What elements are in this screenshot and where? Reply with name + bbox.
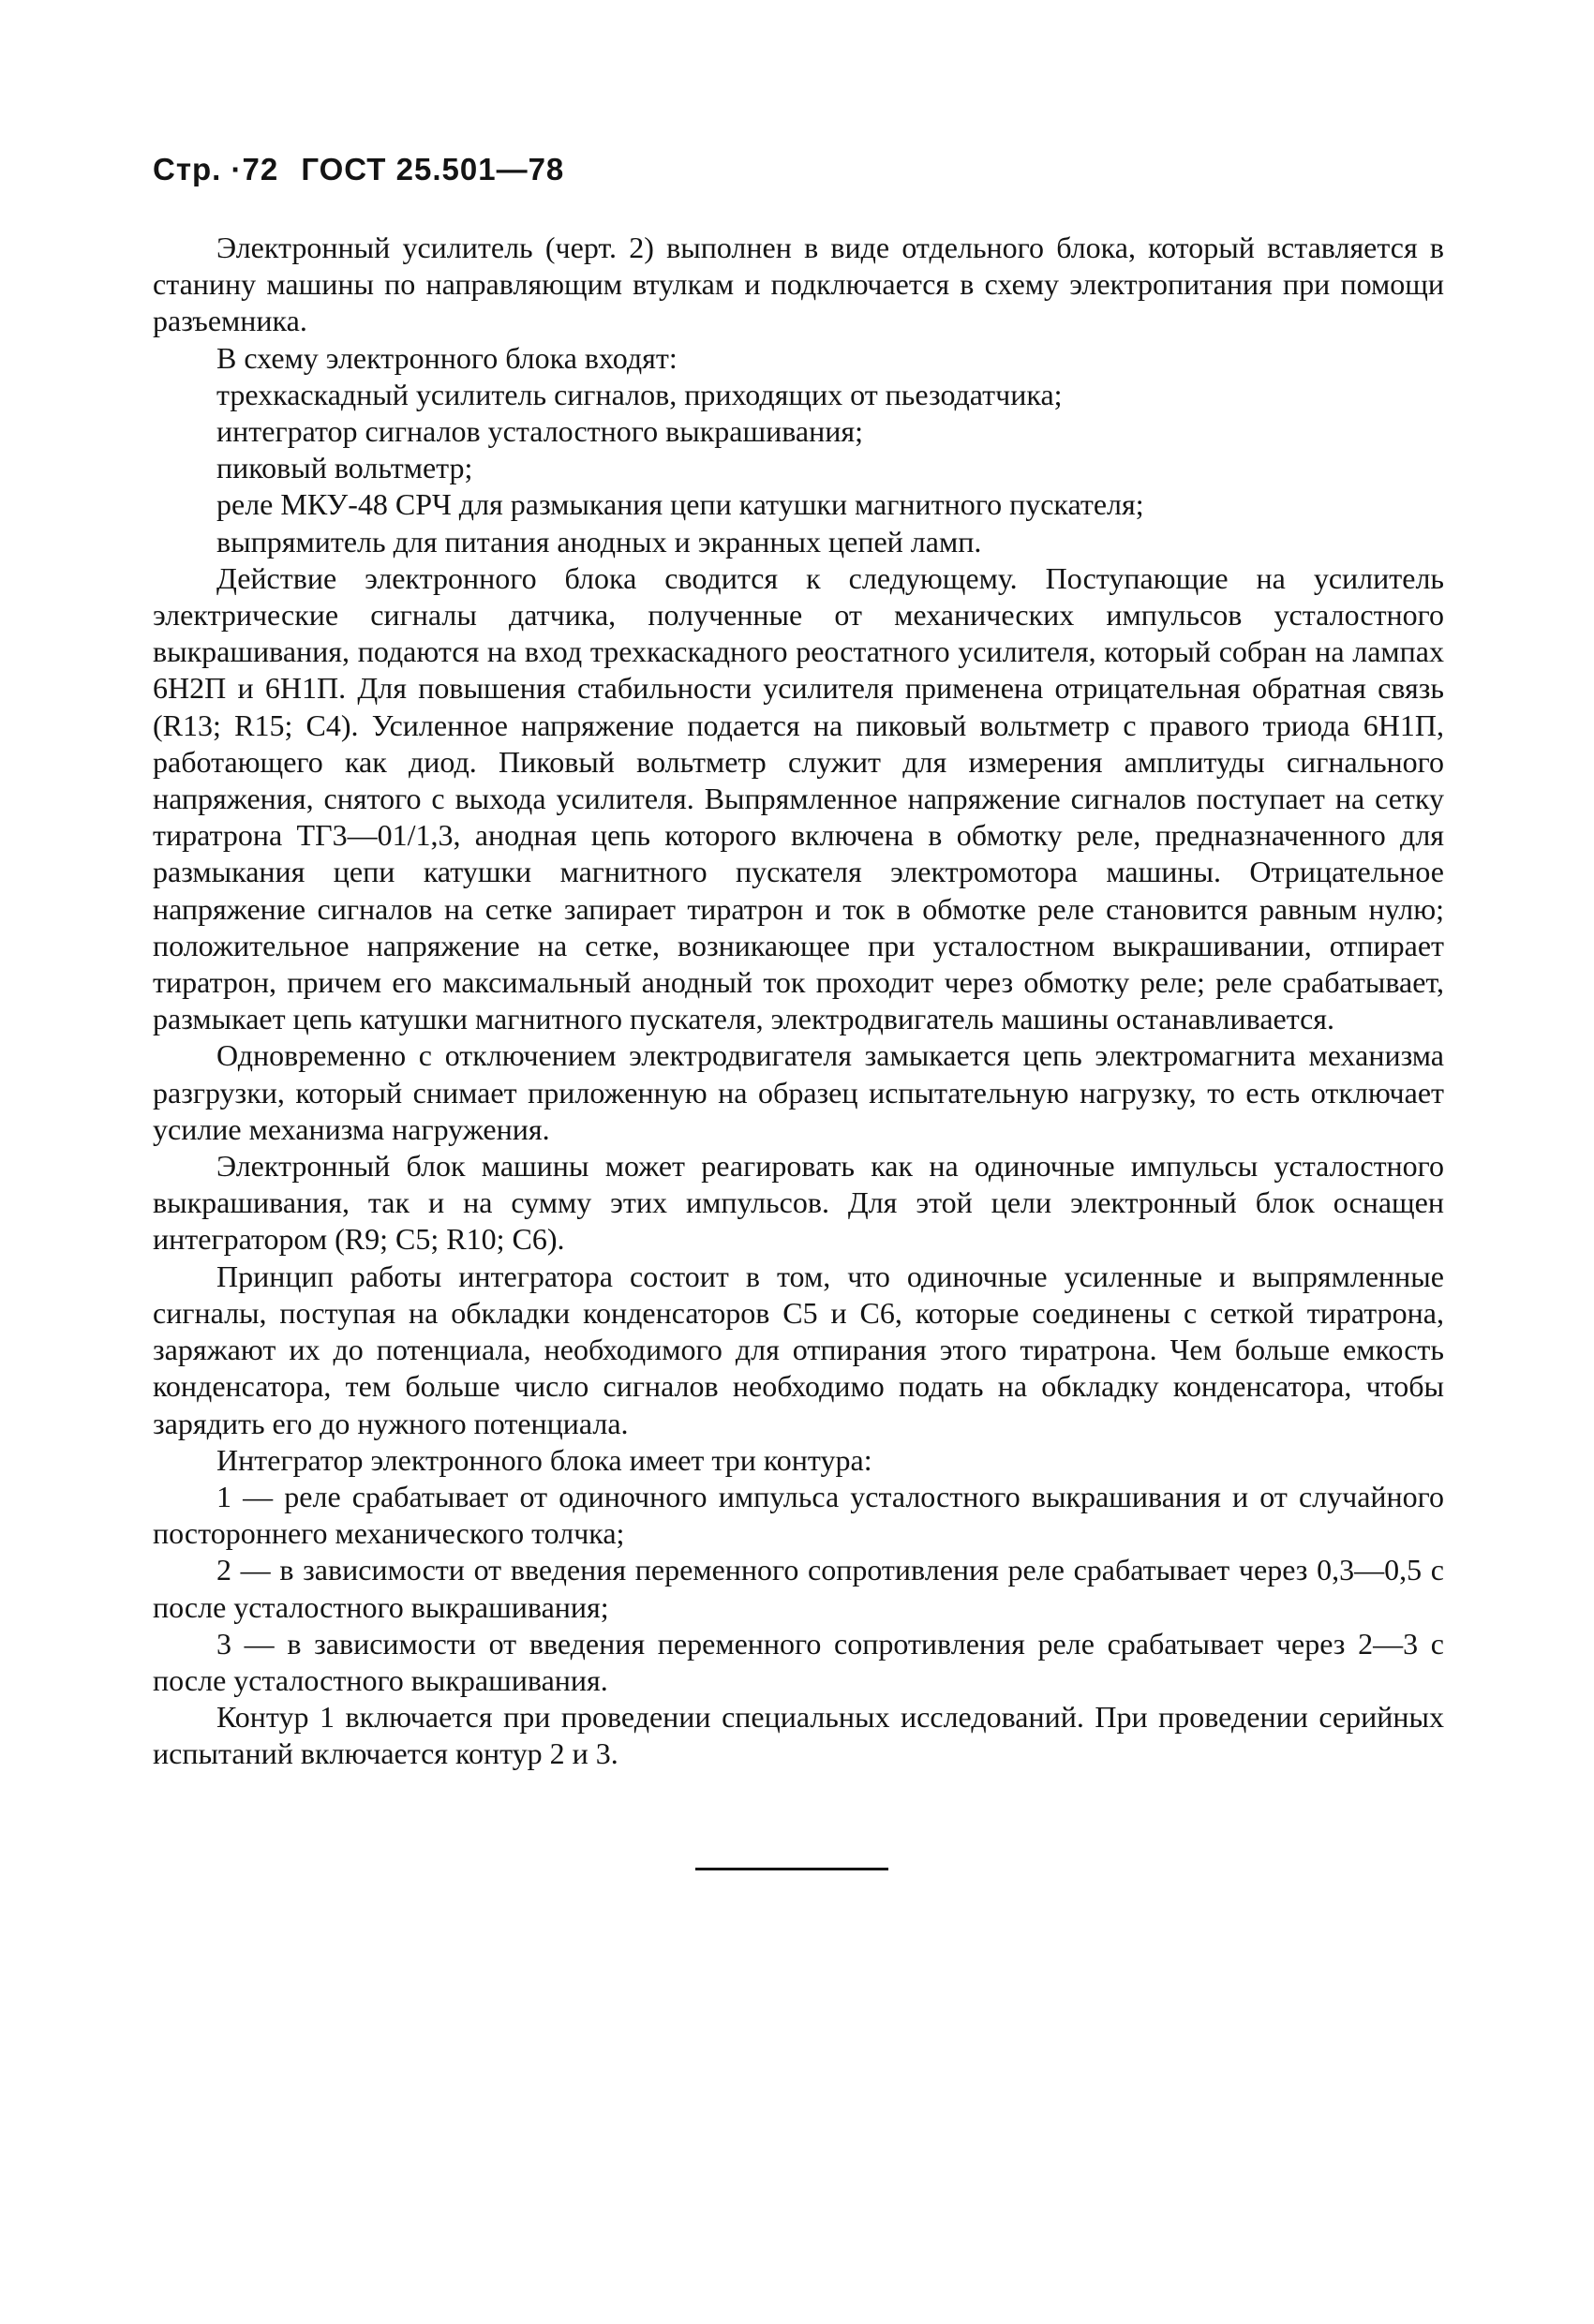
list-item-voltmeter: пиковый вольтметр; <box>216 451 473 485</box>
list-item-contour-2: 2 — в зависимости от введения переменного сопротивления реле срабатывает через 0,3—0,5 с после усталостного выкрашивания; <box>153 1553 1444 1624</box>
paragraph-intro: Электронный усилитель (черт. 2) выполнен в виде отдельного блока, который вставляется в станину машины по направляющим втулкам и подключается в схему электропитания при помощи разъемника. <box>153 231 1444 338</box>
paragraph-contours-heading: Интегратор электронного блока имеет три контура: <box>216 1442 872 1477</box>
paragraph-unloading: Одновременно с отключением электродвигателя замыкается цепь электромагнита механизма разгрузки, который снимает приложенную на образец испытательную нагрузку, то есть отключает усилие механизма нагружения. <box>153 1038 1444 1146</box>
paragraph-pulse-response: Электронный блок машины может реагировать как на одиночные импульсы усталостного выкрашивания, так и на сумму этих импульсов. Для этой цели электронный блок оснащен интегратором (R9; C5; R10; C6). <box>153 1149 1444 1257</box>
paragraph-integrator-principle: Принцип работы интегратора состоит в том, что одиночные усиленные и выпрямленные сигналы, поступая на обкладки конденсаторов C5 и C6, которые соединены с сеткой тиратрона, заряжают их до потенциала, необходимого для отпирания этого тиратрона. Чем больше емкость конденсатора, тем больше число сигналов необходимо подать на обкладку конденсатора, чтобы зарядить его до нужного потенциала. <box>153 1259 1444 1440</box>
page-header <box>153 152 577 187</box>
standard-designation: ГОСТ 25.501—78 <box>301 152 565 186</box>
end-rule <box>695 1868 888 1870</box>
list-item-integrator: интегратор сигналов усталостного выкрашивания; <box>216 414 863 449</box>
list-item-rectifier: выпрямитель для питания анодных и экранных цепей ламп. <box>216 524 982 559</box>
page-number: Стр. ·72 <box>153 152 279 186</box>
list-item-contour-3: 3 — в зависимости от введения переменного сопротивления реле срабатывает через 2—3 с после усталостного выкрашивания. <box>153 1626 1444 1697</box>
paragraph-operation: Действие электронного блока сводится к следующему. Поступающие на усилитель электрические сигналы датчика, полученные от механических импульсов усталостного выкрашивания, подаются на вход трехкаскадного реостатного усилителя, который собран на лампах 6Н2П и 6Н1П. Для повышения стабильности усилителя применена отрицательная обратная связь (R13; R15; C4). Усиленное напряжение подается на пиковый вольтметр с правого триода 6Н1П, работающего как диод. Пиковый вольтметр служит для измерения амплитуды сигнального напряжения, снятого с выхода усилителя. Выпрямленное напряжение сигналов поступает на сетку тиратрона ТГ3—01/1,3, анодная цепь которого включена в обмотку реле, предназначенного для размыкания цепи катушки магнитного пускателя электромотора машины. Отрицательное напряжение сигналов на сетке запирает тиратрон и ток в обмотке реле становится равным нулю; положительное напряжение на сетке, возникающее при усталостном выкрашивании, отпирает тиратрон, причем его максимальный анодный ток проходит через обмотку реле; реле срабатывает, размыкает цепь катушки магнитного пускателя, электродвигатель машины останавливается. <box>153 560 1444 1036</box>
paragraph-contour-usage: Контур 1 включается при проведении специальных исследований. При проведении серийных испытаний включается контур 2 и 3. <box>153 1700 1444 1771</box>
list-item-relay: реле МКУ-48 СРЧ для размыкания цепи катушки магнитного пускателя; <box>216 487 1144 522</box>
paragraph-components-heading: В схему электронного блока входят: <box>216 340 678 375</box>
list-item-amplifier: трехкаскадный усилитель сигналов, приходящих от пьезодатчика; <box>216 377 1063 411</box>
list-item-contour-1: 1 — реле срабатывает от одиночного импульса усталостного выкрашивания и от случайного постороннего механического толчка; <box>153 1479 1444 1551</box>
body-text <box>153 230 1444 1773</box>
